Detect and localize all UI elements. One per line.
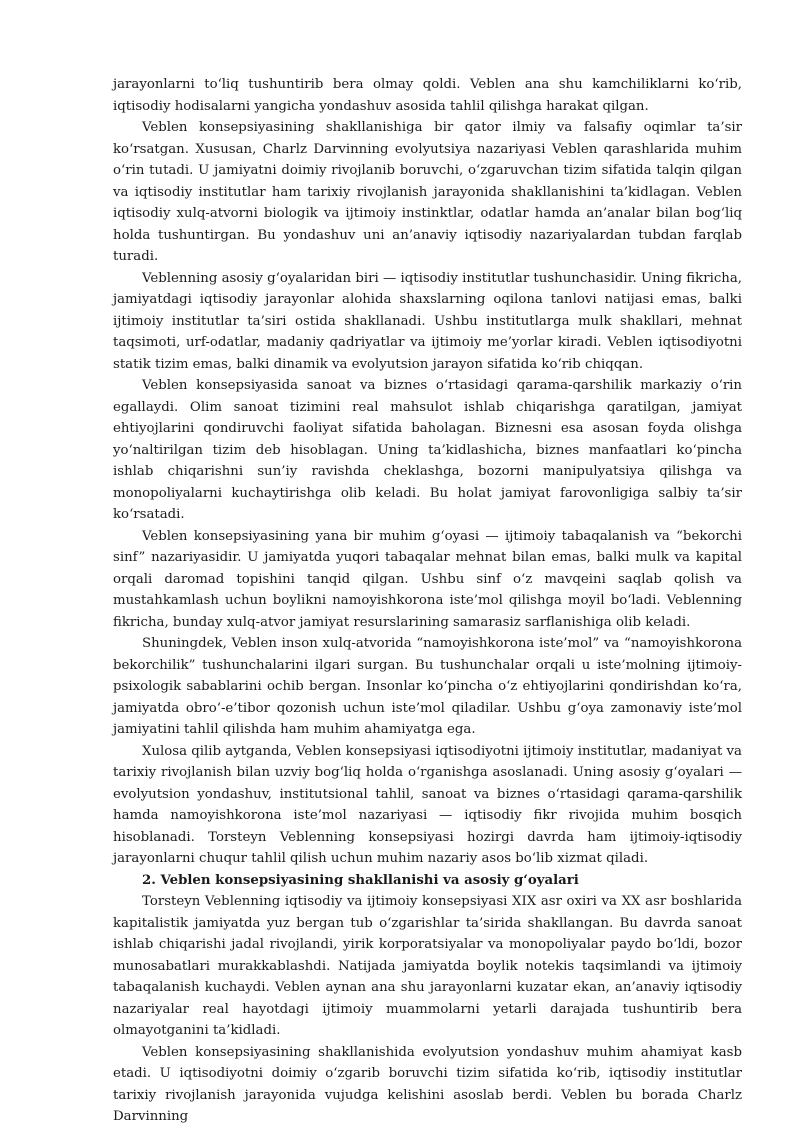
paragraph-industry-business: Veblen konsepsiyasida sanoat va biznes o‘rtasidagi qarama-qarshilik markaziy o‘rin egallaydi. Olim sanoat tizimini real mahsulot ishlab chiqarishga qaratilgan, jamiyat ehtiyojlarini qondiruvchi faoliyat sifatida baholagan. Biznesni esa asosan foyda olishga yo‘naltirilgan tizim deb hisoblagan. Uning ta’kidlashicha, biznes manfaatlari ko‘pincha ishlab chiqarishni sun’iy ravishda cheklashga, bozorni manipulyatsiya qilishga va monopoliyalarni kuchaytirishga olib keladi. Bu holat jamiyat farovonligiga salbiy ta’sir ko‘rsatadi. [113, 378, 742, 522]
document-page [113, 74, 742, 1128]
paragraph-historical-context: Torsteyn Veblenning iqtisodiy va ijtimoiy konsepsiyasi XIX asr oxiri va XX asr boshlarida kapitalistik jamiyatda yuz bergan tub o‘zgarishlar ta’sirida shakllangan. Bu davrda sanoat ishlab chiqarishi jadal rivojlandi, yirik korporatsiyalar va monopoliyalar paydo bo‘ldi, bozor munosabatlari murakkablashdi. Natijada jamiyatda boylik notekis taqsimlandi va ijtimoiy tabaqalanish kuchaydi. Veblen aynan ana shu jarayonlarni kuzatar ekan, an’anaviy iqtisodiy nazariyalar real hayotdagi ijtimoiy muammolarni yetarli darajada tushuntirib bera olmayotganini ta’kidladi. [113, 894, 742, 1038]
section-heading: 2. Veblen konsepsiyasining shakllanishi va asosiy g‘oyalari [142, 872, 579, 888]
paragraph-influences: Veblen konsepsiyasining shakllanishiga bir qator ilmiy va falsafiy oqimlar ta’sir ko‘rsatgan. Xususan, Charlz Darvinning evolyutsiya nazariyasi Veblen qarashlarida muhim o‘rin tutadi. U jamiyatni doimiy rivojlanib boruvchi, o‘zgaruvchan tizim sifatida talqin qilgan va iqtisodiy institutlar ham tarixiy rivojlanish jarayonida shakllanishini ta’kidlagan. Veblen iqtisodiy xulq-atvorni biologik va ijtimoiy instinktlar, odatlar hamda an’analar bilan bog‘liq holda tushuntirgan. Bu yondashuv uni an’anaviy iqtisodiy nazariyalardan tubdan farqlab turadi. [113, 120, 742, 264]
paragraph-conclusion: Xulosa qilib aytganda, Veblen konsepsiyasi iqtisodiyotni ijtimoiy institutlar, madaniyat va tarixiy rivojlanish bilan uzviy bog‘liq holda o‘rganishga asoslanadi. Uning asosiy g‘oyalari — evolyutsion yondashuv, institutsional tahlil, sanoat va biznes o‘rtasidagi qarama-qarshilik hamda namoyishkorona iste’mol nazariyasi — iqtisodiy fikr rivojida muhim bosqich hisoblanadi. Torsteyn Veblenning konsepsiyasi hozirgi davrda ham ijtimoiy-iqtisodiy jarayonlarni chuqur tahlil qilish uchun muhim nazariy asos bo‘lib xizmat qiladi. [113, 743, 742, 866]
paragraph-evolutionary-approach: Veblen konsepsiyasining shakllanishida evolyutsion yondashuv muhim ahamiyat kasb etadi. U iqtisodiyotni doimiy o‘zgarib boruvchi tizim sifatida ko‘rib, iqtisodiy institutlar tarixiy rivojlanish jarayonida vujudga kelishini asoslab berdi. Veblen bu borada Charlz Darvinning [113, 1044, 742, 1124]
paragraph-conspicuous-consumption: Shuningdek, Veblen inson xulq-atvorida “namoyishkorona iste’mol” va “namoyishkorona bekorchilik” tushunchalarini ilgari surgan. Bu tushunchalar orqali u iste’molning ijtimoiy-psixologik sabablarini ochib bergan. Insonlar ko‘pincha o‘z ehtiyojlarini qondirishdan ko‘ra, jamiyatda obro‘-e’tibor qozonish uchun iste’mol qiladilar. Ushbu g‘oya zamonaviy iste’mol jamiyatini tahlil qilishda ham muhim ahamiyatga ega. [113, 636, 742, 737]
paragraph-continuation: jarayonlarni to‘liq tushuntirib bera olmay qoldi. Veblen ana shu kamchiliklarni ko‘rib, iqtisodiy hodisalarni yangicha yondashuv asosida tahlil qilishga harakat qilgan. [113, 77, 742, 114]
paragraph-leisure-class: Veblen konsepsiyasining yana bir muhim g‘oyasi — ijtimoiy tabaqalanish va “bekorchi sinf” nazariyasidir. U jamiyatda yuqori tabaqalar mehnat bilan emas, balki mulk va kapital orqali daromad topishini tanqid qilgan. Ushbu sinf o‘z mavqeini saqlab qolish va mustahkamlash uchun boylikni namoyishkorona iste’mol qilishga moyil bo‘ladi. Veblenning fikricha, bunday xulq-atvor jamiyat resurslarining samarasiz sarflanishiga olib keladi. [113, 528, 742, 630]
paragraph-institutions: Veblenning asosiy g‘oyalaridan biri — iqtisodiy institutlar tushunchasidir. Uning fikricha, jamiyatdagi iqtisodiy jarayonlar alohida shaxslarning oqilona tanlovi natijasi emas, balki ijtimoiy institutlar ta’siri ostida shakllanadi. Ushbu institutlarga mulk shakllari, mehnat taqsimoti, urf-odatlar, madaniy qadriyatlar va ijtimoiy me’yorlar kiradi. Veblen iqtisodiyotni statik tizim emas, balki dinamik va evolyutsion jarayon sifatida ko‘rib chiqqan. [113, 270, 742, 372]
